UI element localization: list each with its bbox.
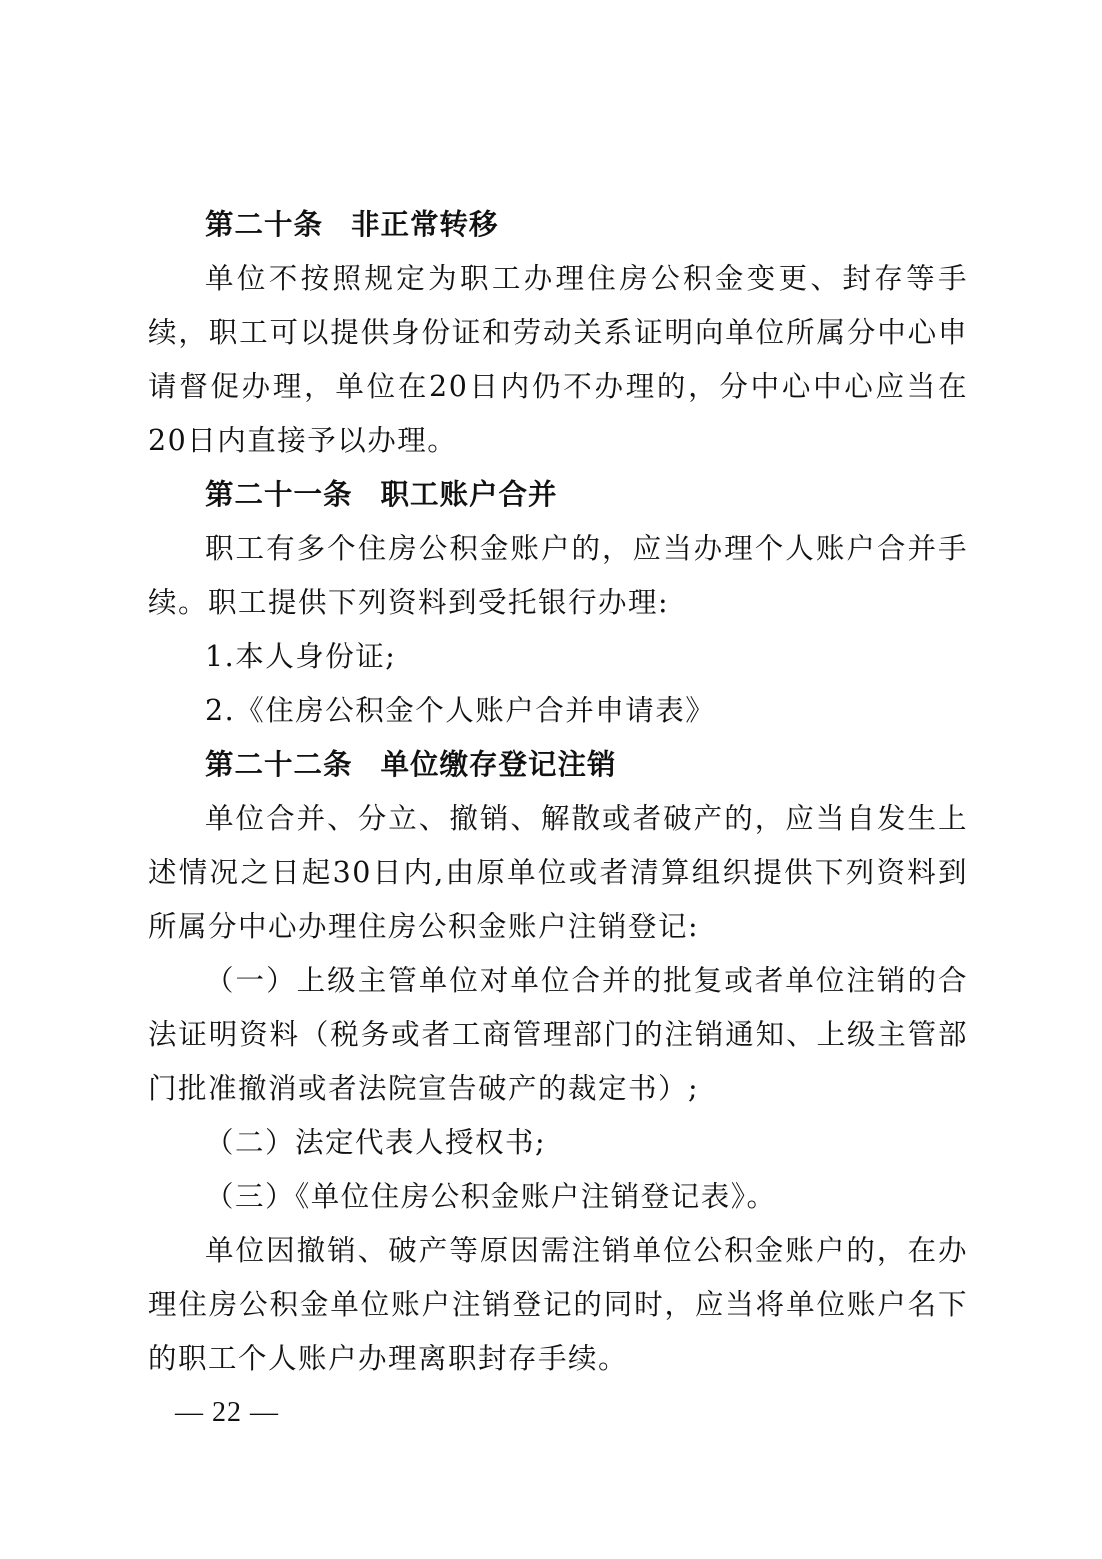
article-21-paragraph: 职工有多个住房公积金账户的，应当办理个人账户合并手续。职工提供下列资料到受托银行办理:: [148, 532, 968, 619]
article-22-item-1: （一）上级主管单位对单位合并的批复或者单位注销的合法证明资料（税务或者工商管理部门的注销通知、上级主管部门批准撤消或者法院宣告破产的裁定书）;: [148, 964, 968, 1105]
article-20-heading: [148, 198, 968, 252]
article-22-title: 单位缴存登记注销: [380, 748, 617, 781]
article-21-number: 第二十一条: [205, 478, 353, 511]
article-21-item-2: 2.《住房公积金个人账户合并申请表》: [205, 694, 716, 727]
article-22-heading: [148, 738, 968, 792]
article-22-item-2: （二）法定代表人授权书;: [205, 1126, 547, 1159]
page-number: — 22 —: [175, 1397, 279, 1428]
article-22-number: 第二十二条: [205, 748, 353, 781]
article-20-number: 第二十条: [205, 208, 324, 241]
article-21-item-1: 1.本人身份证;: [205, 640, 397, 673]
article-20-title: 非正常转移: [351, 208, 499, 241]
article-21-title: 职工账户合并: [380, 478, 558, 511]
article-21-heading: [148, 468, 968, 522]
article-20-paragraph: 单位不按照规定为职工办理住房公积金变更、封存等手续，职工可以提供身份证和劳动关系证明向单位所属分中心申请督促办理，单位在20日内仍不办理的，分中心中心应当在20日内直接予以办理。: [148, 262, 968, 457]
article-22-item-3: （三）《单位住房公积金账户注销登记表》。: [205, 1180, 777, 1213]
document-body: [148, 198, 968, 1386]
article-22-paragraph-2: 单位因撤销、破产等原因需注销单位公积金账户的，在办理住房公积金单位账户注销登记的同时，应当将单位账户名下的职工个人账户办理离职封存手续。: [148, 1234, 968, 1375]
article-22-paragraph-1: 单位合并、分立、撤销、解散或者破产的，应当自发生上述情况之日起30日内,由原单位或者清算组织提供下列资料到所属分中心办理住房公积金账户注销登记:: [148, 802, 968, 943]
